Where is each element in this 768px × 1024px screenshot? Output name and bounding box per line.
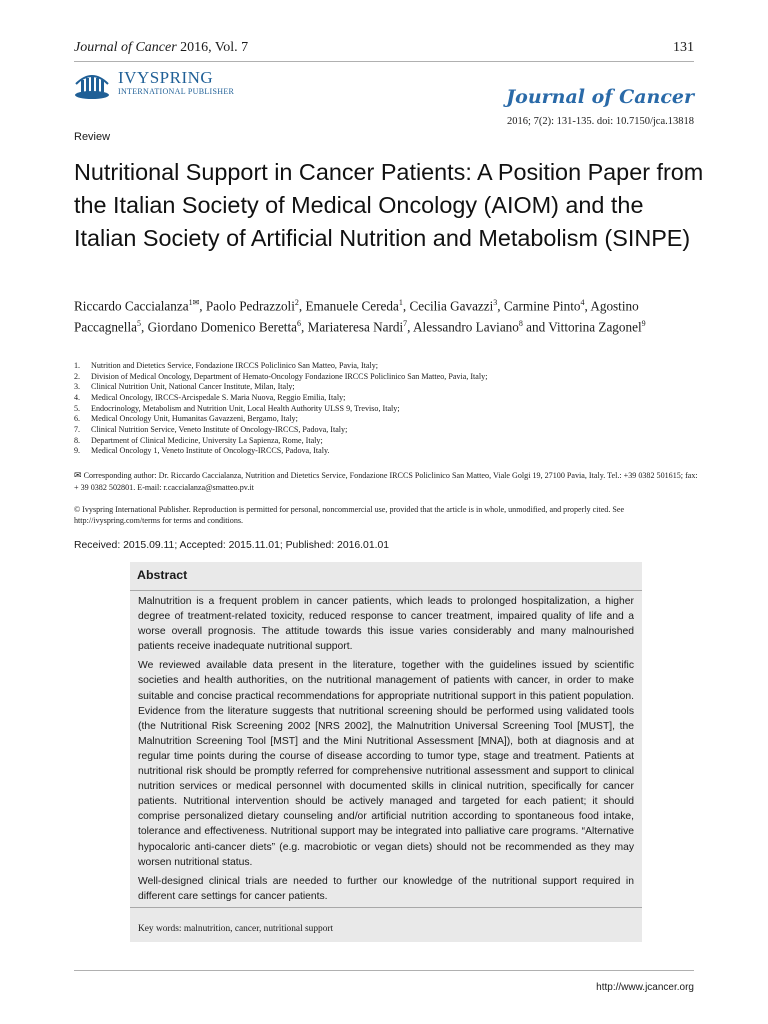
- affiliation-item: [74, 446, 487, 457]
- author-affiliation-mark: 1✉: [188, 298, 200, 307]
- affiliation-text: Nutrition and Dietetics Service, Fondazione IRCCS Policlinico San Matteo, Pavia, Italy;: [91, 361, 379, 370]
- abstract-paragraph: Malnutrition is a frequent problem in cancer patients, which leads to prolonged hospitalization, a higher degree of treatment-related toxicity, reduced response to cancer treatment, impaired quality of life and a worse overall prognosis. The attitude towards this issue varies considerably and many malnourished patients receive inadequate nutritional support.: [138, 596, 634, 653]
- abstract-body: [130, 590, 642, 908]
- author-separator: ,: [298, 298, 306, 314]
- affiliation-number: 2.: [74, 371, 81, 381]
- author-affiliation-mark: 1: [398, 298, 403, 307]
- header-rule: [74, 61, 694, 62]
- publisher-name: IVYSPRING: [118, 68, 214, 87]
- publisher-logo: [72, 70, 234, 100]
- affiliation-item: [74, 414, 487, 425]
- article-title: Nutritional Support in Cancer Patients: A Position Paper from the Italian Society of Medical Oncology (AIOM) and the Italian Society of Artificial Nutrition and Metabolism (SINPE): [74, 159, 704, 251]
- author-affiliation-mark: 8: [518, 319, 523, 329]
- affiliation-text: Medical Oncology 1, Veneto Institute of Oncology-IRCCS, Padova, Italy.: [91, 446, 330, 456]
- affiliation-number: 8.: [74, 435, 81, 445]
- affiliation-text: Clinical Nutrition Service, Veneto Institute of Oncology-IRCCS, Padova, Italy;: [91, 424, 348, 434]
- corresponding-author: ✉ Corresponding author: Dr. Riccardo Caccialanza, Nutrition and Dietetics Service, Fondazione IRCCS Policlinico San Matteo, Viale Golgi 19, 27100 Pavia, Italy. Tel.: +39 0382 501615; fax: + 39 0382 502801. E-mail: r.caccialanza@smatteo.pv.it: [74, 471, 698, 492]
- abstract-paragraph: Well-designed clinical trials are needed to further our knowledge of the nutritional support required in different care settings for cancer patients.: [138, 875, 634, 902]
- citation: 2016; 7(2): 131-135. doi: 10.7150/jca.13818: [507, 116, 694, 127]
- affiliation-item: [74, 361, 487, 372]
- author-name: Paolo Pedrazzoli: [205, 298, 295, 314]
- author-affiliation-mark: 2: [294, 298, 299, 307]
- affiliation-item: [74, 436, 487, 447]
- author-separator: ,: [140, 319, 148, 335]
- affiliation-item: [74, 372, 487, 383]
- author-separator: ,: [301, 319, 308, 335]
- abstract-heading: Abstract: [137, 568, 188, 582]
- envelope-icon: ✉: [74, 471, 82, 481]
- affiliation-number: 5.: [74, 403, 81, 413]
- affiliation-text: Endocrinology, Metabolism and Nutrition Unit, Local Health Authority ULSS 9, Treviso, Italy;: [91, 403, 400, 413]
- author-name: Cecilia Gavazzi: [409, 298, 494, 314]
- author-name: Vittorina Zagonel: [548, 319, 642, 335]
- author-affiliation-mark: 6: [297, 319, 301, 329]
- affiliation-text: Medical Oncology, IRCCS-Arcispedale S. Maria Nuova, Reggio Emilia, Italy;: [91, 392, 346, 402]
- abstract-paragraph: We reviewed available data present in the literature, together with the guidelines issued by scientific societies and health authorities, on the nutritional management of patients with cancer, in order to make suitable and concise practical recommendations for appropriate nutritional support in this patient population. Evidence from the literature suggests that nutritional screening should be performed using validated tools (the Nutritional Risk Screening 2002 [NRS 2002], the Malnutrition Universal Screening Tool [MUST], the Malnutrition Screening Tool [MST] and the Mini Nutritional Assessment [MNA]), both at diagnosis and at regular time points during the course of disease according to tumor type, stage and treatment. Patients at nutritional risk should be promptly referred for comprehensive nutritional assessment and support to clinical nutrition services or medical personnel with documented skills in clinical nutrition, specifically for cancer patients. Nutritional intervention should be actively managed and targeted for each patient; it should comprise personalized dietary counseling and/or artificial nutrition according to spontaneous food intake, tolerance and effectiveness. Nutritional support may be integrated into palliative care programs. “Alternative hypocaloric anti-cancer diets” (e.g. macrobiotic or vegan diets) should not be recommended as they may worsen nutritional status.: [138, 660, 634, 868]
- author-separator: ,: [199, 298, 206, 314]
- author-name: Agostino Paccagnella: [74, 298, 639, 335]
- author-affiliation-mark: 3: [493, 298, 498, 307]
- article-type: Review: [74, 131, 111, 143]
- affiliation-text: Department of Clinical Medicine, University La Sapienza, Rome, Italy;: [91, 435, 323, 445]
- author-separator: ,: [497, 298, 504, 314]
- affiliation-item: [74, 382, 487, 393]
- page-number: 131: [673, 40, 694, 55]
- author-name: Mariateresa Nardi: [307, 319, 404, 335]
- author-affiliation-mark: 9: [641, 319, 646, 329]
- author-name: Carmine Pinto: [503, 298, 581, 314]
- ivyspring-logo-icon: [72, 70, 112, 100]
- footer-rule: [74, 970, 694, 971]
- author-list: [74, 294, 698, 337]
- author-separator: ,: [407, 319, 414, 335]
- affiliation-number: 6.: [74, 414, 81, 424]
- author-name: Riccardo Caccialanza: [74, 298, 189, 314]
- affiliation-item: [74, 425, 487, 436]
- affiliation-text: Clinical Nutrition Unit, National Cancer Institute, Milan, Italy;: [91, 382, 295, 392]
- publisher-subtitle: INTERNATIONAL PUBLISHER: [118, 87, 235, 96]
- keywords: Key words: malnutrition, cancer, nutritional support: [138, 924, 334, 934]
- journal-logo: Journal of Cancer: [506, 86, 694, 108]
- affiliation-item: [74, 393, 487, 404]
- running-head-journal: Journal of Cancer 2016, Vol. 7: [74, 40, 249, 55]
- affiliation-text: Division of Medical Oncology, Department of Hemato-Oncology Fondazione IRCCS Policlinico San Matteo, Pavia, Italy;: [91, 371, 488, 381]
- affiliation-number: 3.: [74, 382, 81, 392]
- affiliation-text: Medical Oncology Unit, Humanitas Gavazzeni, Bergamo, Italy;: [91, 414, 298, 424]
- affiliation-number: 1.: [74, 361, 81, 370]
- author-separator: ,: [402, 298, 410, 314]
- affiliation-number: 9.: [74, 446, 81, 456]
- affiliation-list: [74, 361, 487, 457]
- publication-dates: Received: 2015.09.11; Accepted: 2015.11.01; Published: 2016.01.01: [74, 540, 390, 551]
- affiliation-number: 7.: [74, 424, 81, 434]
- affiliation-number: 4.: [74, 392, 81, 402]
- running-head: [74, 40, 694, 56]
- author-name: Giordano Domenico Beretta: [147, 319, 297, 335]
- affiliation-item: [74, 404, 487, 415]
- author-affiliation-mark: 5: [136, 319, 141, 329]
- author-separator: and: [522, 319, 549, 335]
- author-affiliation-mark: 7: [403, 319, 408, 329]
- copyright-notice: © Ivyspring International Publisher. Reproduction is permitted for personal, noncommercial use, provided that the article is in whole, unmodified, and properly cited. See http://ivyspring.com/terms for terms and conditions.: [74, 505, 625, 525]
- author-separator: ,: [584, 298, 591, 314]
- author-name: Emanuele Cereda: [305, 298, 399, 314]
- footer-url[interactable]: http://www.jcancer.org: [596, 982, 694, 993]
- author-name: Alessandro Laviano: [413, 319, 519, 335]
- author-affiliation-mark: 4: [580, 298, 585, 307]
